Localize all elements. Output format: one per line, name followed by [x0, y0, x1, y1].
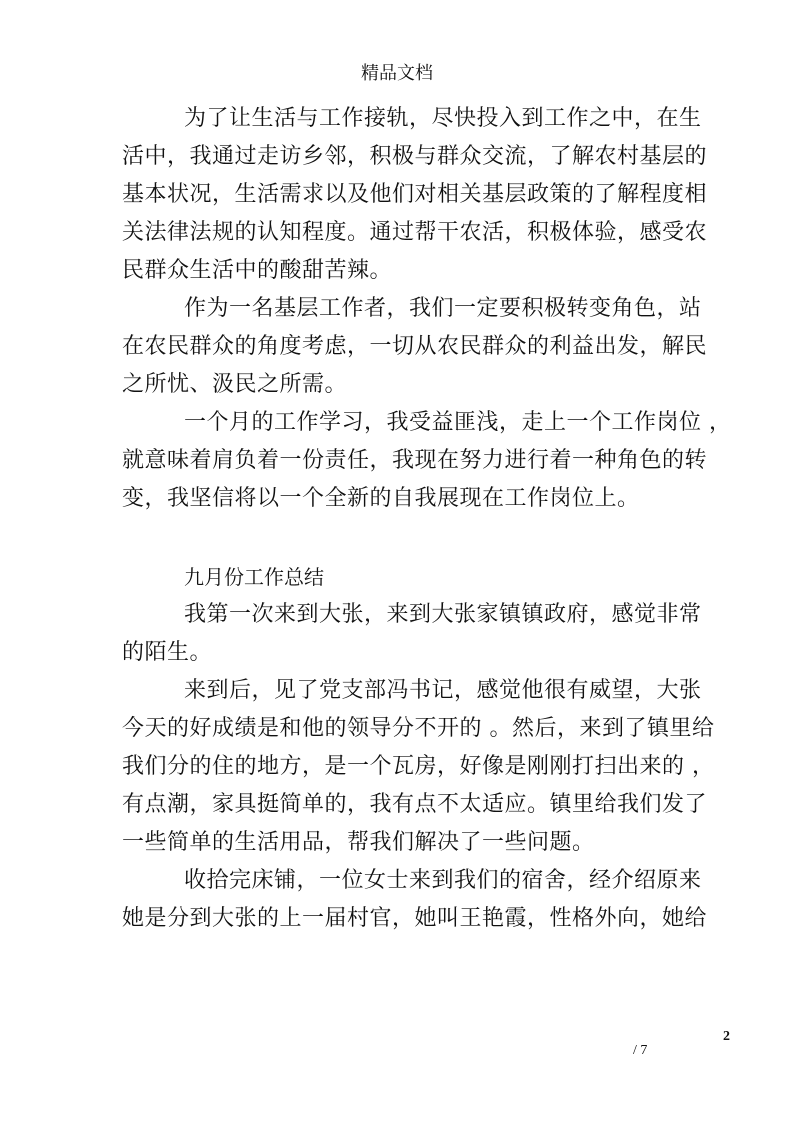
text-line: 作为一名基层工作者，我们一定要积极转变角色，站	[184, 296, 702, 321]
text-line: 的陌生。	[122, 640, 213, 665]
paragraph	[122, 404, 732, 518]
document-body	[122, 100, 732, 938]
page-number: 2	[723, 1029, 730, 1044]
paragraph	[122, 596, 702, 672]
text-line: 民群众生活中的酸甜苦辣。	[122, 258, 393, 283]
paragraph	[122, 672, 715, 862]
text-line: 在农民群众的角度考虑，一切从农民群众的利益出发，解民	[122, 334, 708, 359]
text-line: 收拾完床铺，一位女士来到我们的宿舍，经介绍原来	[184, 868, 702, 893]
text-line: 为了让生活与工作接轨，尽快投入到工作之中，在生	[184, 106, 702, 131]
paragraph	[122, 862, 708, 938]
text-line: 有点潮，家具挺简单的，我有点不太适应。镇里给我们发了	[122, 792, 708, 817]
text-line: 我们分的住的地方，是一个瓦房，好像是刚刚打扫出来的 ，	[122, 754, 715, 779]
text-line: 今天的好成绩是和他的领导分不开的 。然后，来到了镇里给	[122, 716, 715, 741]
text-line: 就意味着肩负着一份责任，我现在努力进行着一种角色的转	[122, 448, 708, 473]
text-line: 活中，我通过走访乡邻，积极与群众交流，了解农村基层的	[122, 144, 708, 169]
text-line: 一个月的工作学习，我受益匪浅，走上一个工作岗位 ，	[184, 410, 732, 435]
text-line: 关法律法规的认知程度。通过帮干农活，积极体验，感受农	[122, 220, 708, 245]
document-header-title: 精品文档	[361, 63, 433, 84]
text-line: 之所忧、汲民之所需。	[122, 372, 348, 397]
text-line: 来到后，见了党支部冯书记，感觉他很有威望，大张	[184, 678, 702, 703]
text-line: 一些简单的生活用品，帮我们解决了一些问题。	[122, 830, 595, 855]
paragraph	[122, 100, 708, 290]
page-total: / 7	[633, 1043, 648, 1058]
text-line: 变，我坚信将以一个全新的自我展现在工作岗位上。	[122, 486, 640, 511]
section-heading: 九月份工作总结	[184, 565, 324, 589]
paragraph	[122, 290, 708, 404]
section-spacer	[122, 518, 688, 558]
text-line: 基本状况，生活需求以及他们对相关基层政策的了解程度相	[122, 182, 708, 207]
text-line: 她是分到大张的上一届村官，她叫王艳霞，性格外向，她给	[122, 906, 708, 931]
text-line: 我第一次来到大张，来到大张家镇镇政府，感觉非常	[184, 602, 702, 627]
